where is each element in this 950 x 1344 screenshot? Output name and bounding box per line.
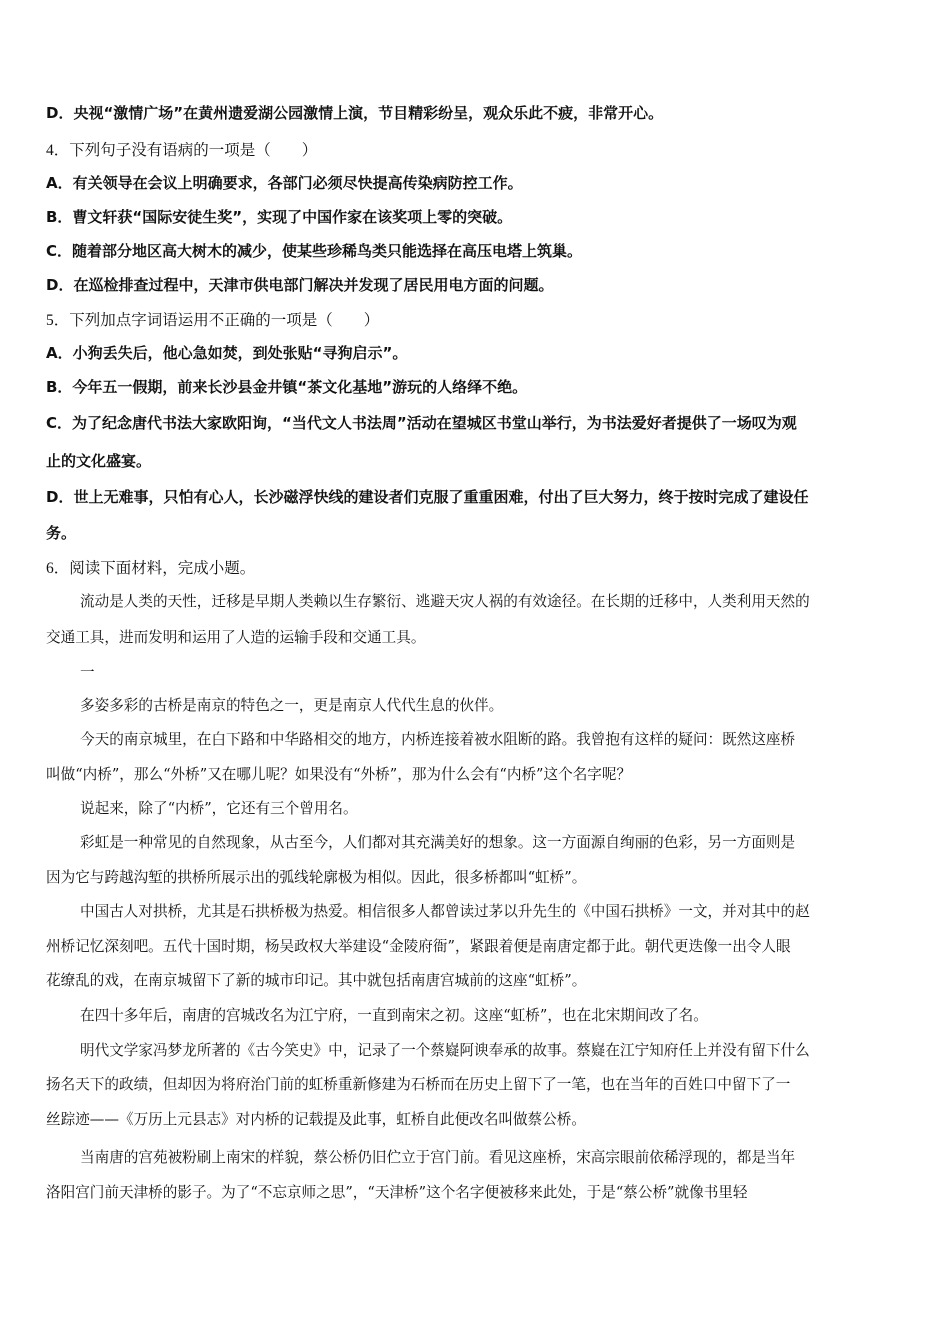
q5-option-d-line2: 务。 bbox=[46, 524, 77, 542]
paragraph-2-line2: 叫做“内桥”，那么“外桥”又在哪儿呢？如果没有“外桥”，那为什么会有“内桥”这个名字呢？ bbox=[46, 766, 632, 783]
q3-option-d: D．央视“激情广场”在黄州遗爱湖公园激情上演，节目精彩纷呈，观众乐此不疲，非常开心。 bbox=[46, 104, 664, 122]
passage-intro-line1: 流动是人类的天性，迁移是早期人类赖以生存繁衍、逃避天灾人祸的有效途径。在长期的迁移中，人类利用天然的 bbox=[80, 593, 810, 610]
section-heading: 一 bbox=[80, 664, 95, 681]
paragraph-1: 多姿多彩的古桥是南京的特色之一，更是南京人代代生息的伙伴。 bbox=[80, 697, 504, 714]
q5-option-d-line1: D．世上无难事，只怕有心人，长沙磁浮快线的建设者们克服了重重困难，付出了巨大努力，终于按时完成了建设任 bbox=[46, 488, 809, 506]
paragraph-8-line2: 洛阳宫门前天津桥的影子。为了“不忘京师之思”，“天津桥”这个名字便被移来此处，于是“蔡公桥”就像书里轻 bbox=[46, 1184, 748, 1201]
q4-option-c: C．随着部分地区高大树木的减少，使某些珍稀鸟类只能选择在高压电塔上筑巢。 bbox=[46, 242, 583, 260]
paragraph-5-line3: 花缭乱的戏，在南京城留下了新的城市印记。其中就包括南唐宫城前的这座“虹桥”。 bbox=[46, 972, 587, 989]
paragraph-6: 在四十多年后，南唐的宫城改名为江宁府，一直到南宋之初。这座“虹桥”，也在北宋期间改了名。 bbox=[80, 1007, 708, 1024]
paragraph-5-line1: 中国古人对拱桥，尤其是石拱桥极为热爱。相信很多人都曾读过茅以升先生的《中国石拱桥》一文，并对其中的赵 bbox=[80, 903, 810, 920]
paragraph-3: 说起来，除了“内桥”，它还有三个曾用名。 bbox=[80, 800, 358, 817]
q4-option-b: B．曹文轩获“国际安徒生奖”，实现了中国作家在该奖项上零的突破。 bbox=[46, 208, 513, 226]
paragraph-7-line3: 丝踪迹——《万历上元县志》对内桥的记载提及此事，虹桥自此便改名叫做蔡公桥。 bbox=[46, 1111, 586, 1128]
q5-option-c-line1: C．为了纪念唐代书法大家欧阳询，“当代文人书法周”活动在望城区书堂山举行，为书法爱好者提供了一场叹为观 bbox=[46, 414, 797, 432]
paragraph-4-line1: 彩虹是一种常见的自然现象，从古至今，人们都对其充满美好的想象。这一方面源自绚丽的色彩，另一方面则是 bbox=[80, 834, 796, 851]
paragraph-7-line1: 明代文学家冯梦龙所著的《古今笑史》中，记录了一个蔡嶷阿谀奉承的故事。蔡嶷在江宁知府任上并没有留下什么 bbox=[80, 1042, 810, 1059]
paragraph-4-line2: 因为它与跨越沟堑的拱桥所展示出的弧线轮廓极为相似。因此，很多桥都叫“虹桥”。 bbox=[46, 869, 587, 886]
passage-intro-line2: 交通工具，进而发明和运用了人造的运输手段和交通工具。 bbox=[46, 629, 426, 646]
paragraph-8-line1: 当南唐的宫苑被粉刷上南宋的样貌，蔡公桥仍旧伫立于宫门前。看见这座桥，宋高宗眼前依稀浮现的，都是当年 bbox=[80, 1149, 796, 1166]
q4-option-d: D．在巡检排查过程中，天津市供电部门解决并发现了居民用电方面的问题。 bbox=[46, 276, 554, 294]
paragraph-5-line2: 州桥记忆深刻吧。五代十国时期，杨吴政权大举建设“金陵府衙”，紧跟着便是南唐定都于此。朝代更迭像一出令人眼 bbox=[46, 938, 791, 955]
paragraph-7-line2: 扬名天下的政绩，但却因为将府治门前的虹桥重新修建为石桥而在历史上留下了一笔，也在当年的百姓口中留下了一 bbox=[46, 1076, 791, 1093]
paragraph-2-line1: 今天的南京城里，在白下路和中华路相交的地方，内桥连接着被水阻断的路。我曾抱有这样的疑问：既然这座桥 bbox=[80, 731, 796, 748]
q4-stem: 4．下列句子没有语病的一项是（ ） bbox=[46, 142, 318, 159]
q5-option-b: B．今年五一假期，前来长沙县金井镇“茶文化基地”游玩的人络绎不绝。 bbox=[46, 378, 528, 396]
q5-option-c-line2: 止的文化盛宴。 bbox=[46, 452, 152, 470]
q4-option-a: A．有关领导在会议上明确要求，各部门必须尽快提高传染病防控工作。 bbox=[46, 174, 523, 192]
q5-stem: 5．下列加点字词语运用不正确的一项是（ ） bbox=[46, 312, 380, 329]
q5-option-a: A．小狗丢失后，他心急如焚，到处张贴“寻狗启示”。 bbox=[46, 344, 408, 362]
q6-stem: 6．阅读下面材料，完成小题。 bbox=[46, 560, 256, 577]
